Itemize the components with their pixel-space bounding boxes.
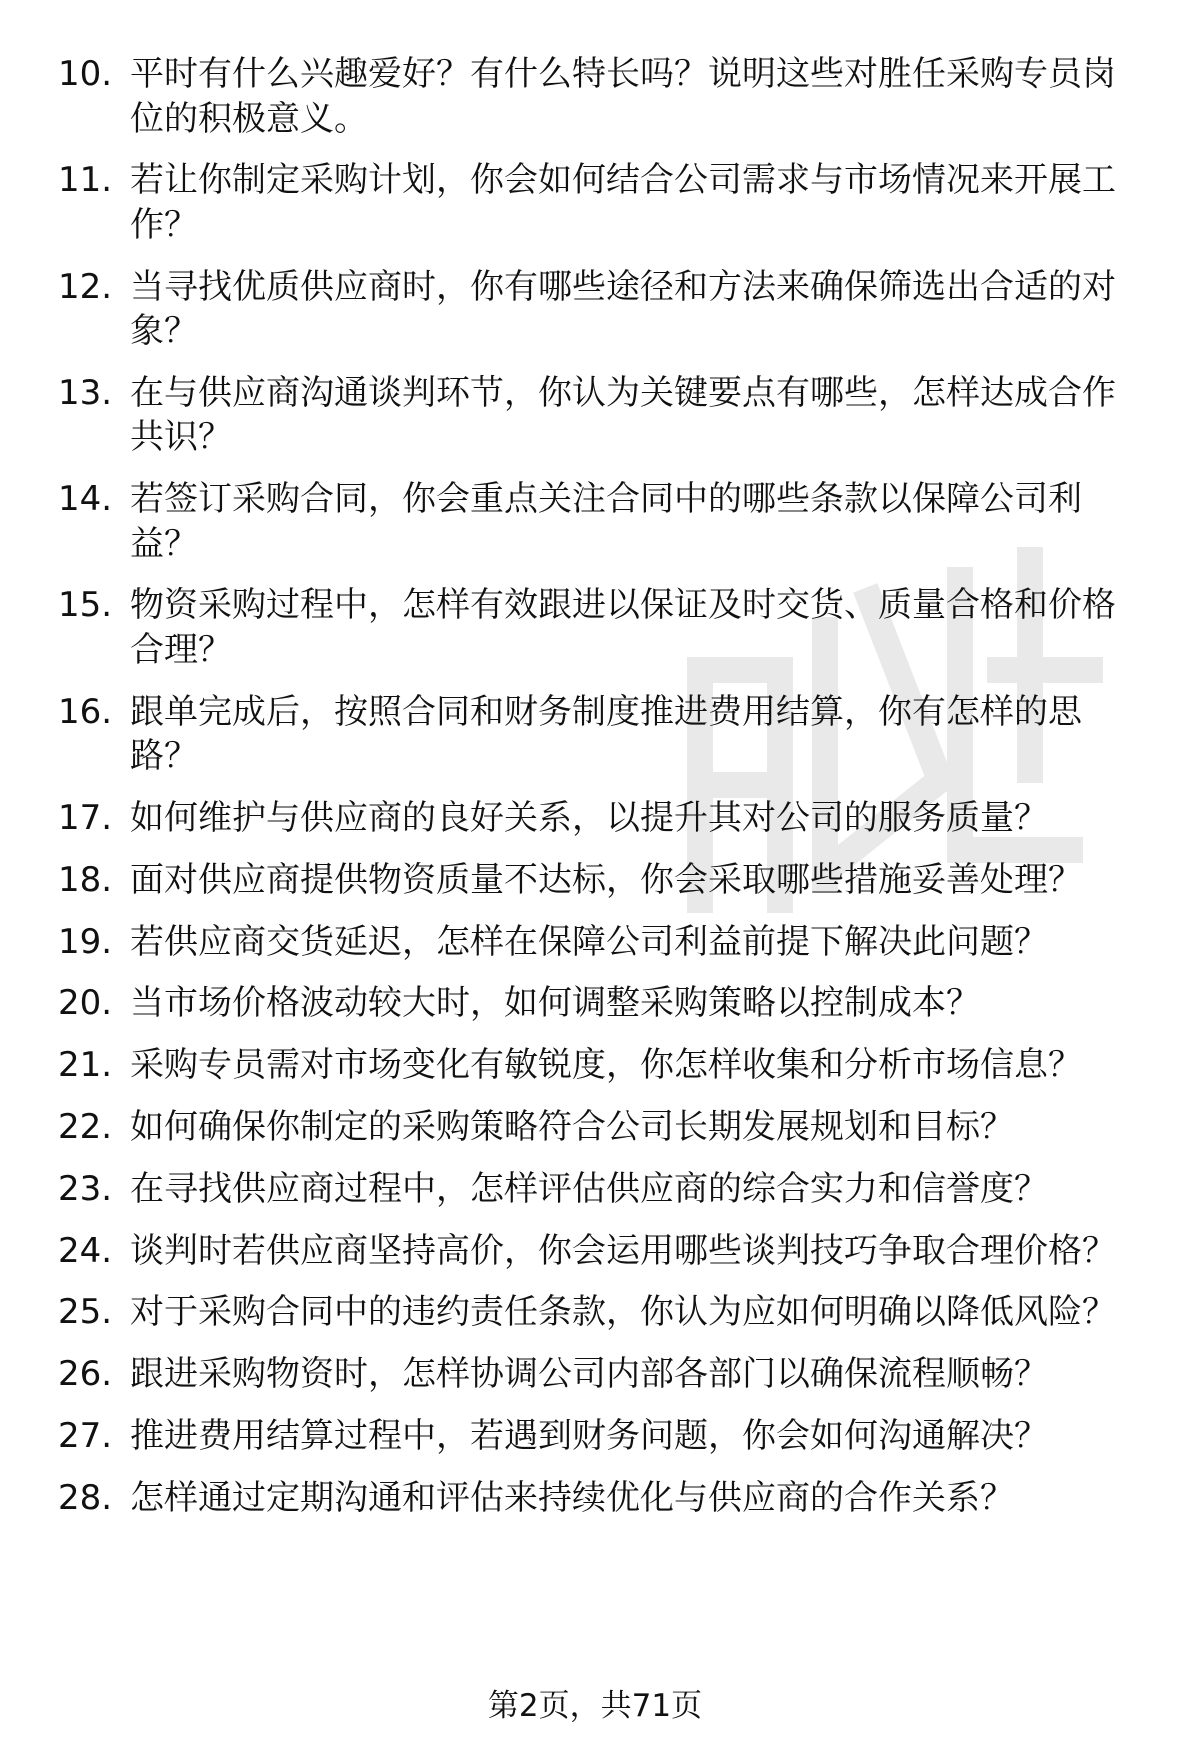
question-list [58, 52, 1148, 1538]
question-item [58, 1043, 1148, 1088]
question-text: 对于采购合同中的违约责任条款，你认为应如何明确以降低风险？ [130, 1292, 1116, 1333]
question-number: 26. [58, 1354, 113, 1395]
question-text: 跟单完成后，按照合同和财务制度推进费用结算，你有怎样的思路？ [130, 691, 1082, 777]
page-footer [0, 1684, 1190, 1728]
question-text: 如何维护与供应商的良好关系，以提升其对公司的服务质量？ [130, 798, 1048, 839]
question-item [58, 1229, 1148, 1274]
question-number: 15. [58, 585, 113, 626]
question-item [58, 858, 1148, 903]
question-text: 平时有什么兴趣爱好？有什么特长吗？说明这些对胜任采购专员岗位的积极意义。 [130, 54, 1116, 139]
question-item [58, 265, 1148, 354]
question-number: 12. [58, 266, 113, 307]
question-number: 14. [58, 479, 113, 520]
question-number: 17. [58, 798, 113, 839]
question-number: 28. [58, 1477, 113, 1518]
question-text: 跟进采购物资时，怎样协调公司内部各部门以确保流程顺畅？ [130, 1354, 1048, 1395]
question-item [58, 1167, 1148, 1212]
question-item [58, 583, 1148, 672]
question-number: 27. [58, 1416, 113, 1457]
question-text: 当寻找优质供应商时，你有哪些途径和方法来确保筛选出合适的对象？ [130, 266, 1116, 352]
page-number-label: 第2页，共71页 [487, 1688, 703, 1724]
question-item [58, 690, 1148, 779]
question-number: 23. [58, 1168, 113, 1209]
question-number: 13. [58, 372, 113, 413]
question-number: 11. [58, 160, 113, 201]
question-item [58, 158, 1148, 247]
question-text: 若让你制定采购计划，你会如何结合公司需求与市场情况来开展工作？ [130, 160, 1116, 245]
question-item [58, 1290, 1148, 1335]
question-item [58, 1352, 1148, 1397]
question-number: 24. [58, 1230, 113, 1271]
question-text: 如何确保你制定的采购策略符合公司长期发展规划和目标？ [130, 1107, 1014, 1148]
question-text: 怎样通过定期沟通和评估来持续优化与供应商的合作关系？ [130, 1477, 1014, 1518]
question-item [58, 1414, 1148, 1459]
question-text: 谈判时若供应商坚持高价，你会运用哪些谈判技巧争取合理价格？ [130, 1230, 1116, 1271]
question-item [58, 920, 1148, 965]
question-item [58, 52, 1148, 141]
question-text: 在寻找供应商过程中，怎样评估供应商的综合实力和信誉度？ [130, 1168, 1048, 1209]
question-item [58, 371, 1148, 460]
question-text: 面对供应商提供物资质量不达标，你会采取哪些措施妥善处理？ [130, 859, 1082, 900]
question-text: 若供应商交货延迟，怎样在保障公司利益前提下解决此问题？ [130, 921, 1048, 962]
question-number: 10. [58, 54, 113, 94]
question-text: 采购专员需对市场变化有敏锐度，你怎样收集和分析市场信息？ [130, 1045, 1082, 1086]
question-number: 20. [58, 983, 113, 1024]
question-text: 物资采购过程中，怎样有效跟进以保证及时交货、质量合格和价格合理？ [130, 585, 1116, 670]
question-text: 若签订采购合同，你会重点关注合同中的哪些条款以保障公司利益？ [130, 479, 1082, 564]
question-item [58, 796, 1148, 841]
question-item [58, 477, 1148, 566]
question-number: 25. [58, 1292, 113, 1333]
question-number: 16. [58, 691, 113, 732]
question-number: 19. [58, 921, 113, 962]
question-item [58, 1105, 1148, 1150]
question-number: 22. [58, 1107, 113, 1148]
question-text: 推进费用结算过程中，若遇到财务问题，你会如何沟通解决？ [130, 1416, 1048, 1457]
question-number: 18. [58, 859, 113, 900]
question-number: 21. [58, 1045, 113, 1086]
question-text: 在与供应商沟通谈判环节，你认为关键要点有哪些，怎样达成合作共识？ [130, 372, 1116, 458]
question-text: 当市场价格波动较大时，如何调整采购策略以控制成本？ [130, 983, 980, 1024]
question-item [58, 981, 1148, 1026]
question-item [58, 1476, 1148, 1521]
